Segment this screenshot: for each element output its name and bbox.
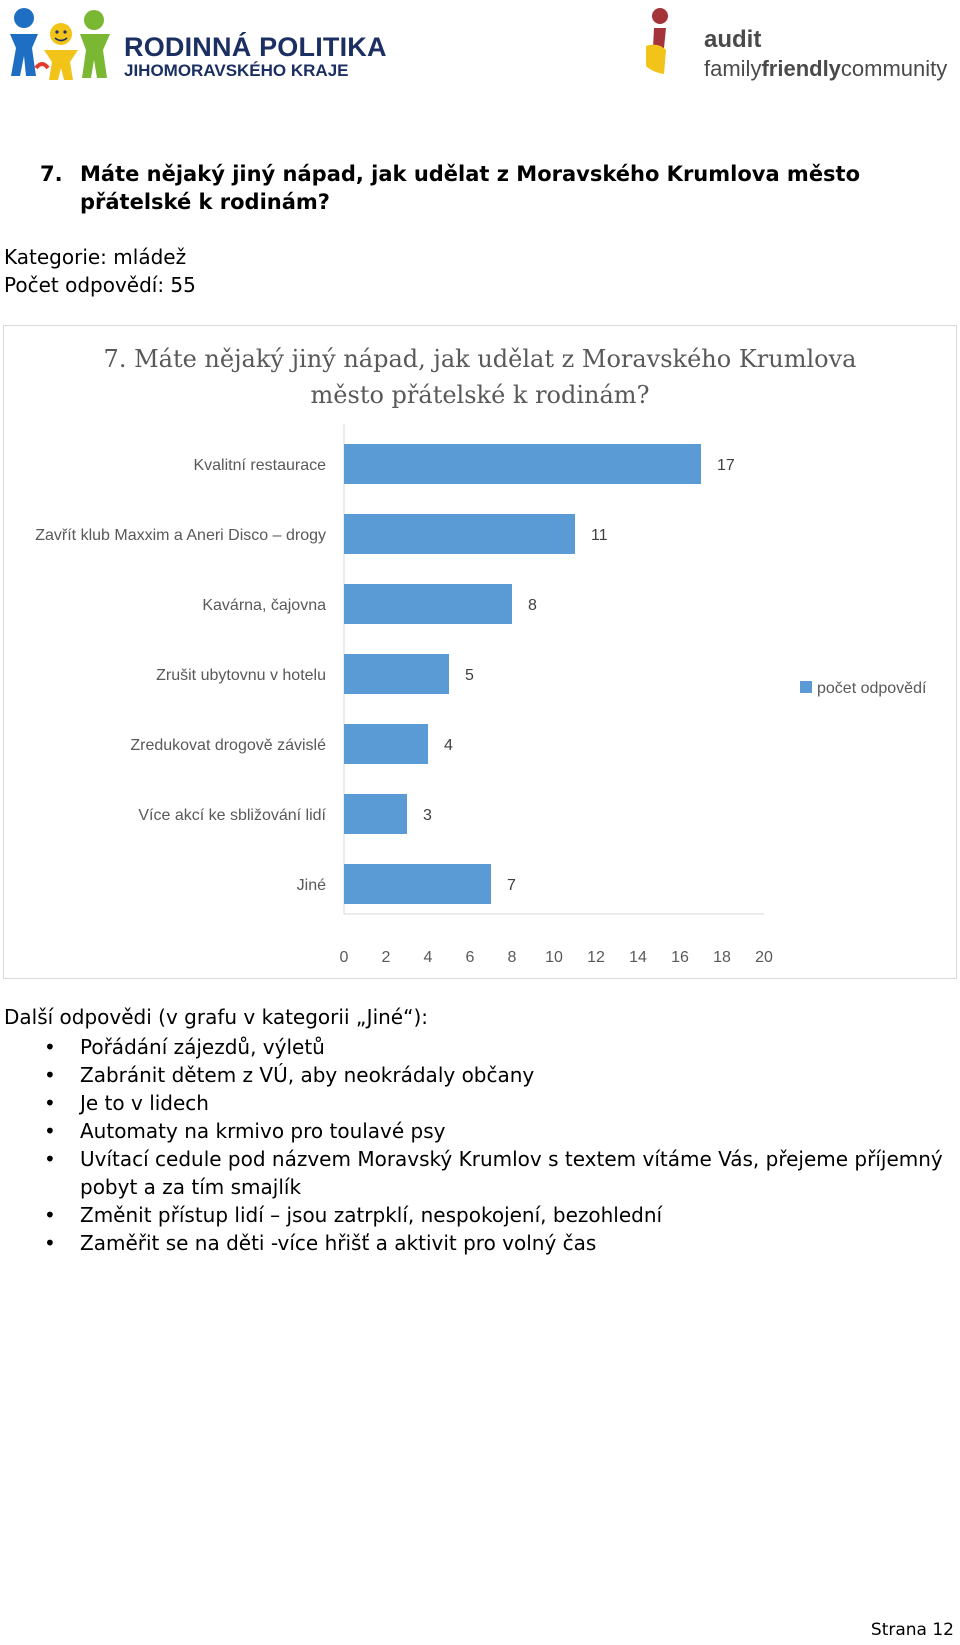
list-item-text: Automaty na krmivo pro toulavé psy <box>80 1119 446 1143</box>
x-tick-label: 4 <box>423 949 433 966</box>
list-item <box>4 1061 954 1089</box>
legend-label: počet odpovědí <box>817 680 927 697</box>
category-label: Zredukovat drogově závislé <box>130 737 326 754</box>
x-tick-label: 0 <box>339 949 349 966</box>
bar <box>344 724 428 764</box>
logo-title: RODINNÁ POLITIKA <box>124 32 387 62</box>
page-number: Strana 12 <box>870 1620 954 1640</box>
data-label: 4 <box>444 737 453 754</box>
list-item-text: Je to v lidech <box>80 1091 209 1115</box>
x-tick-label: 8 <box>507 949 517 966</box>
bar <box>344 654 449 694</box>
bar <box>344 794 407 834</box>
list-item <box>4 1201 954 1229</box>
data-label: 8 <box>528 597 537 614</box>
data-label: 5 <box>465 667 474 684</box>
rodinna-politika-logo <box>6 4 387 82</box>
list-item <box>4 1089 954 1117</box>
ffc-word: familyfriendlycommunity <box>704 56 948 81</box>
bullet-icon: • <box>44 1203 56 1227</box>
family-figures-icon <box>6 4 121 82</box>
x-tick-label: 2 <box>381 949 391 966</box>
question-number: 7. <box>40 162 63 186</box>
x-tick-label: 14 <box>629 949 647 966</box>
list-item-text: Změnit přístup lidí – jsou zatrpklí, nespokojení, bezohlední <box>80 1203 663 1227</box>
bar <box>344 444 701 484</box>
data-label: 17 <box>717 457 735 474</box>
list-item-text: Zaměřit se na děti -více hřišť a aktivit pro volný čas <box>80 1231 597 1255</box>
list-item <box>4 1033 954 1061</box>
audit-word: audit <box>704 26 762 53</box>
data-label: 11 <box>591 527 608 544</box>
chart-frame <box>3 325 957 979</box>
bullet-icon: • <box>44 1119 56 1143</box>
x-tick-label: 6 <box>465 949 475 966</box>
category-label: Kategorie: mládež <box>4 245 187 269</box>
category-label: Zavřít klub Maxxim a Aneri Disco – drogy <box>35 527 326 544</box>
chart-title-line2: město přátelské k rodinám? <box>310 381 650 409</box>
bullet-icon: • <box>44 1091 56 1115</box>
category-label: Zrušit ubytovnu v hotelu <box>156 667 326 684</box>
list-item <box>4 1229 954 1257</box>
bar <box>344 584 512 624</box>
x-tick-label: 10 <box>545 949 563 966</box>
x-tick-label: 20 <box>755 949 773 966</box>
data-label: 7 <box>507 877 516 894</box>
list-item <box>4 1145 954 1201</box>
bullet-icon: • <box>44 1063 56 1087</box>
list-item-text: Zabránit dětem z VÚ, aby neokrádaly občany <box>80 1063 535 1087</box>
extra-list <box>4 1033 954 1257</box>
logo-subtitle: JIHOMORAVSKÉHO KRAJE <box>124 61 349 80</box>
extra-heading: Další odpovědi (v grafu v kategorii „Jiné“): <box>4 1005 429 1029</box>
data-label: 3 <box>423 807 432 824</box>
bar-chart <box>4 326 956 978</box>
response-count: Počet odpovědí: 55 <box>4 273 196 297</box>
bar <box>344 514 575 554</box>
list-item-text: Uvítací cedule pod názvem Moravský Krumlov s textem vítáme Vás, přejeme příjemný pobyt a za tím smajlík <box>80 1147 943 1199</box>
x-tick-label: 18 <box>713 949 731 966</box>
category-label: Kvalitní restaurace <box>193 457 326 474</box>
category-label: Více akcí ke sbližování lidí <box>138 807 326 824</box>
question-text: Máte nějaký jiný nápad, jak udělat z Moravského Krumlova město přátelské k rodinám? <box>80 162 861 214</box>
category-label: Jiné <box>296 877 326 894</box>
bar <box>344 864 491 904</box>
legend-swatch <box>800 681 812 693</box>
question-heading <box>40 160 950 216</box>
category-label: Kavárna, čajovna <box>202 597 326 614</box>
bullet-icon: • <box>44 1147 56 1171</box>
audit-ffc-logo <box>644 6 954 82</box>
list-item-text: Pořádání zájezdů, výletů <box>80 1035 325 1059</box>
audit-mark-icon <box>644 6 700 82</box>
x-tick-label: 12 <box>587 949 605 966</box>
x-tick-label: 16 <box>671 949 689 966</box>
bullet-icon: • <box>44 1035 56 1059</box>
bullet-icon: • <box>44 1231 56 1255</box>
chart-title-line1: 7. Máte nějaký jiný nápad, jak udělat z Moravského Krumlova <box>103 345 857 373</box>
list-item <box>4 1117 954 1145</box>
